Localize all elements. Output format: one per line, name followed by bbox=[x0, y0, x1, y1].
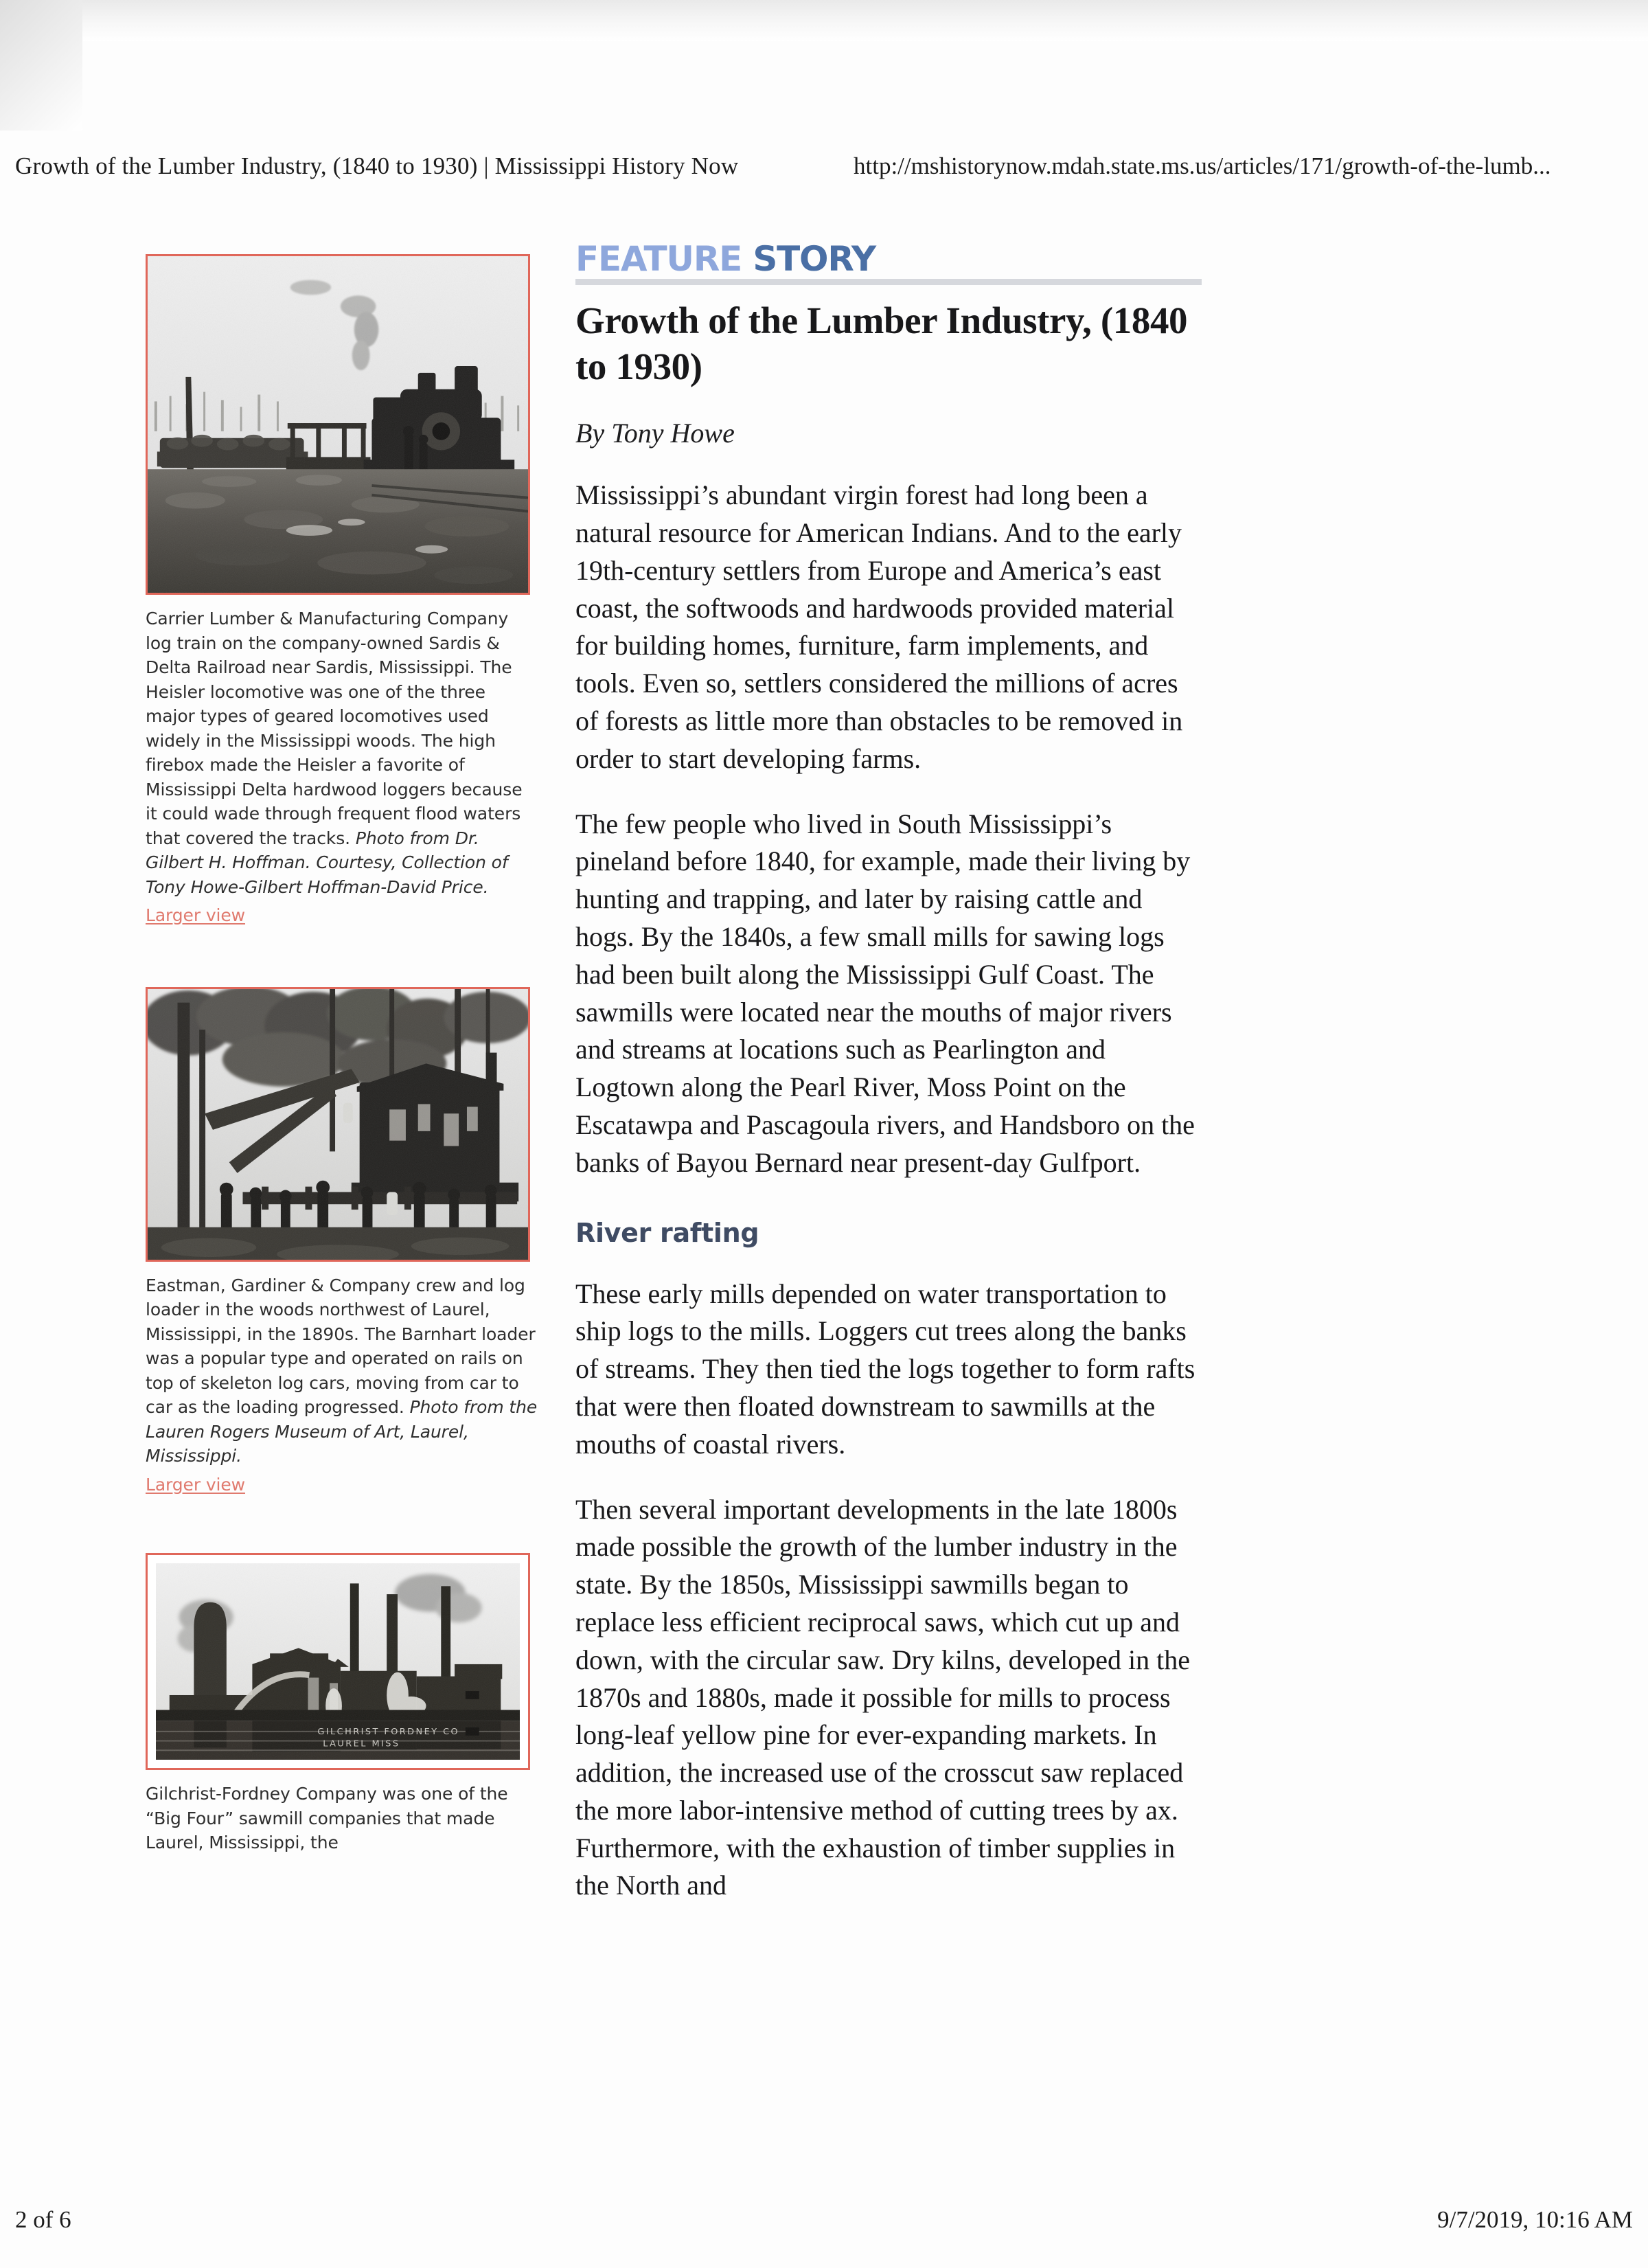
document-title: Growth of the Lumber Industry, (1840 to 1930) | Mississippi History Now bbox=[15, 152, 739, 179]
kicker-divider bbox=[575, 279, 1202, 285]
figure-column bbox=[146, 254, 538, 1855]
feature-story-kicker bbox=[575, 239, 1202, 285]
figure-log-loader bbox=[146, 987, 538, 1497]
larger-view-link-log-loader[interactable]: Larger view bbox=[146, 1474, 246, 1495]
caption-credit: Photo from the Lauren Rogers Museum of Art, Laurel, Mississippi. bbox=[146, 1397, 538, 1466]
caption-gilchrist-fordney-mill bbox=[146, 1782, 538, 1855]
print-running-footer bbox=[0, 2206, 1648, 2247]
scan-shading-top bbox=[0, 0, 1648, 41]
caption-credit: Photo from Dr. Gilbert H. Hoffman. Courtesy, Collection of Tony Howe-Gilbert Hoffman-David Price. bbox=[146, 828, 508, 897]
print-running-header bbox=[0, 152, 1648, 198]
photo-inscription-line-2: LAUREL MISS bbox=[323, 1738, 400, 1749]
section-paragraph-1: These early mills depended on water transportation to ship logs to the mills. Loggers cut trees along the banks of streams. They then tied the logs together to form rafts that were then floated downstream to sawmills at the mouths of coastal rivers. bbox=[575, 1278, 1195, 1460]
page-title: Growth of the Lumber Industry, (1840 to 1930) bbox=[575, 299, 1188, 388]
photo-log-loader[interactable] bbox=[146, 987, 530, 1262]
caption-text: Gilchrist-Fordney Company was one of the “Big Four” sawmill companies that made Laurel, Mississippi, the bbox=[146, 1784, 508, 1852]
photo-log-train[interactable] bbox=[146, 254, 530, 595]
figure-gilchrist-fordney-mill bbox=[146, 1553, 538, 1855]
figure-log-train bbox=[146, 254, 538, 928]
kicker-story: STORY bbox=[753, 239, 876, 279]
photo-gilchrist-fordney-mill[interactable] bbox=[146, 1553, 530, 1770]
article-paragraph-2: The few people who lived in South Mississippi’s pineland before 1840, for example, made their living by hunting and trapping, and later by raising cattle and hogs. By the 1840s, a few small mills for sawing logs had been built along the Mississippi Gulf Coast. The sawmills were located near the mouths of major rivers and streams at locations such as Pearlington and Logtown along the Pearl River, Moss Point on the Escatawpa and Pascagoula rivers, and Handsboro on the banks of Bayou Bernard near present-day Gulfport. bbox=[575, 808, 1195, 1178]
article-byline: By Tony Howe bbox=[575, 418, 735, 449]
gilchrist-fordney-photo-graphic bbox=[156, 1563, 520, 1760]
print-timestamp: 9/7/2019, 10:16 AM bbox=[1437, 2206, 1633, 2233]
photo-inscription-line-1: GILCHRIST FORDNEY CO bbox=[317, 1726, 460, 1737]
caption-text: Eastman, Gardiner & Company crew and log loader in the woods northwest of Laurel, Mississippi, in the 1890s. The Barnhart loader was a popular type and operated on rails on top of skeleton log cars, moving from car to car as the loading progressed. bbox=[146, 1275, 536, 1417]
source-url: http://mshistorynow.mdah.state.ms.us/articles/171/growth-of-the-lumb... bbox=[854, 152, 1551, 179]
caption-log-train bbox=[146, 606, 538, 928]
page-indicator: 2 of 6 bbox=[15, 2206, 71, 2233]
caption-text: Carrier Lumber & Manufacturing Company log train on the company-owned Sardis & Delta Railroad near Sardis, Mississippi. The Heisler locomotive was one of the three major types of geared locomotives used widely in the Mississippi woods. The high firebox made the Heisler a favorite of Mississippi Delta hardwood loggers because it could wade through frequent flood waters that covered the tracks. bbox=[146, 609, 523, 848]
log-train-photo-graphic bbox=[148, 256, 528, 593]
article-paragraph-1: Mississippi’s abundant virgin forest had long been a natural resource for American Indians. And to the early 19th-century settlers from Europe and America’s east coast, the softwoods and hardwoods provided material for building homes, furniture, farm implements, and tools. Even so, settlers considered the millions of acres of forests as little more than obstacles to be removed in order to start developing farms. bbox=[575, 479, 1183, 774]
log-loader-photo-graphic bbox=[148, 989, 528, 1260]
kicker-feature: FEATURE bbox=[575, 239, 742, 279]
section-heading-river-rafting: River rafting bbox=[575, 1217, 759, 1248]
scan-shading-corner bbox=[0, 0, 82, 131]
caption-log-loader bbox=[146, 1273, 538, 1497]
section-paragraph-2: Then several important developments in the late 1800s made possible the growth of the lumber industry in the state. By the 1850s, Mississippi sawmills began to replace less efficient reciprocal saws, which cut up and down, with the circular saw. Dry kilns, developed in the 1870s and 1880s, made it possible for mills to process long-leaf yellow pine for ever-expanding markets. In addition, the increased use of the crosscut saw replaced the more labor-intensive method of cutting trees by ax. Furthermore, with the exhaustion of timber supplies in the North and bbox=[575, 1493, 1190, 1901]
larger-view-link-log-train[interactable]: Larger view bbox=[146, 905, 246, 925]
article-column bbox=[575, 239, 1202, 1932]
